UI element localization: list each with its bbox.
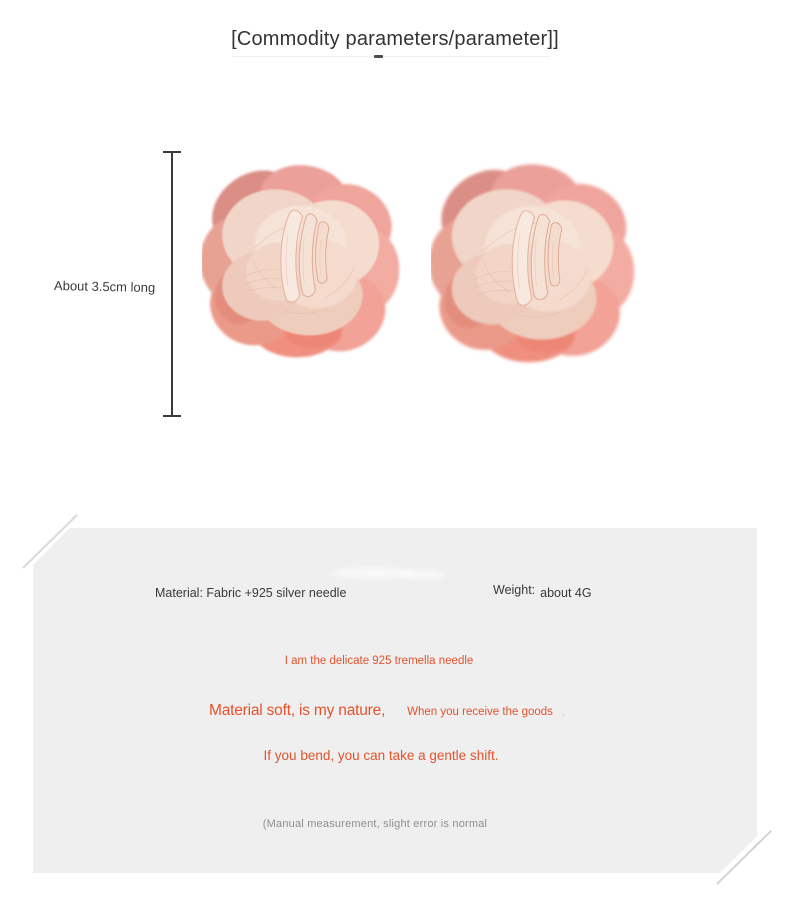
note-material-soft [209, 702, 565, 720]
flower-earring-image-right [431, 158, 638, 367]
weight-value: about 4G [540, 586, 592, 600]
note-material-soft-main: Material soft, is my nature, [209, 702, 386, 719]
measurement-cap-top [163, 151, 181, 153]
note-material-soft-mark: , [561, 707, 565, 718]
measurement-line [171, 152, 173, 417]
note-bend: If you bend, you can take a gentle shift. [263, 748, 499, 763]
page-title: [Commodity parameters/parameter]] [231, 28, 559, 50]
measurement-label: About 3.5cm long [53, 277, 156, 296]
title-underline-ghost [232, 56, 550, 57]
weight-label: Weight: [493, 583, 536, 597]
flower-earring-image-left [202, 156, 403, 365]
title-underline-dash [374, 55, 383, 58]
note-needle: I am the delicate 925 tremella needle [284, 655, 474, 667]
note-material-soft-sub: When you receive the goods [407, 706, 553, 718]
measurement-disclaimer: (Manual measurement, slight error is normal [262, 818, 488, 830]
measurement-cap-bottom [163, 415, 181, 417]
material-spec: Material: Fabric +925 silver needle [155, 586, 347, 600]
erased-smudge [398, 571, 444, 579]
weight-spec [493, 583, 592, 600]
